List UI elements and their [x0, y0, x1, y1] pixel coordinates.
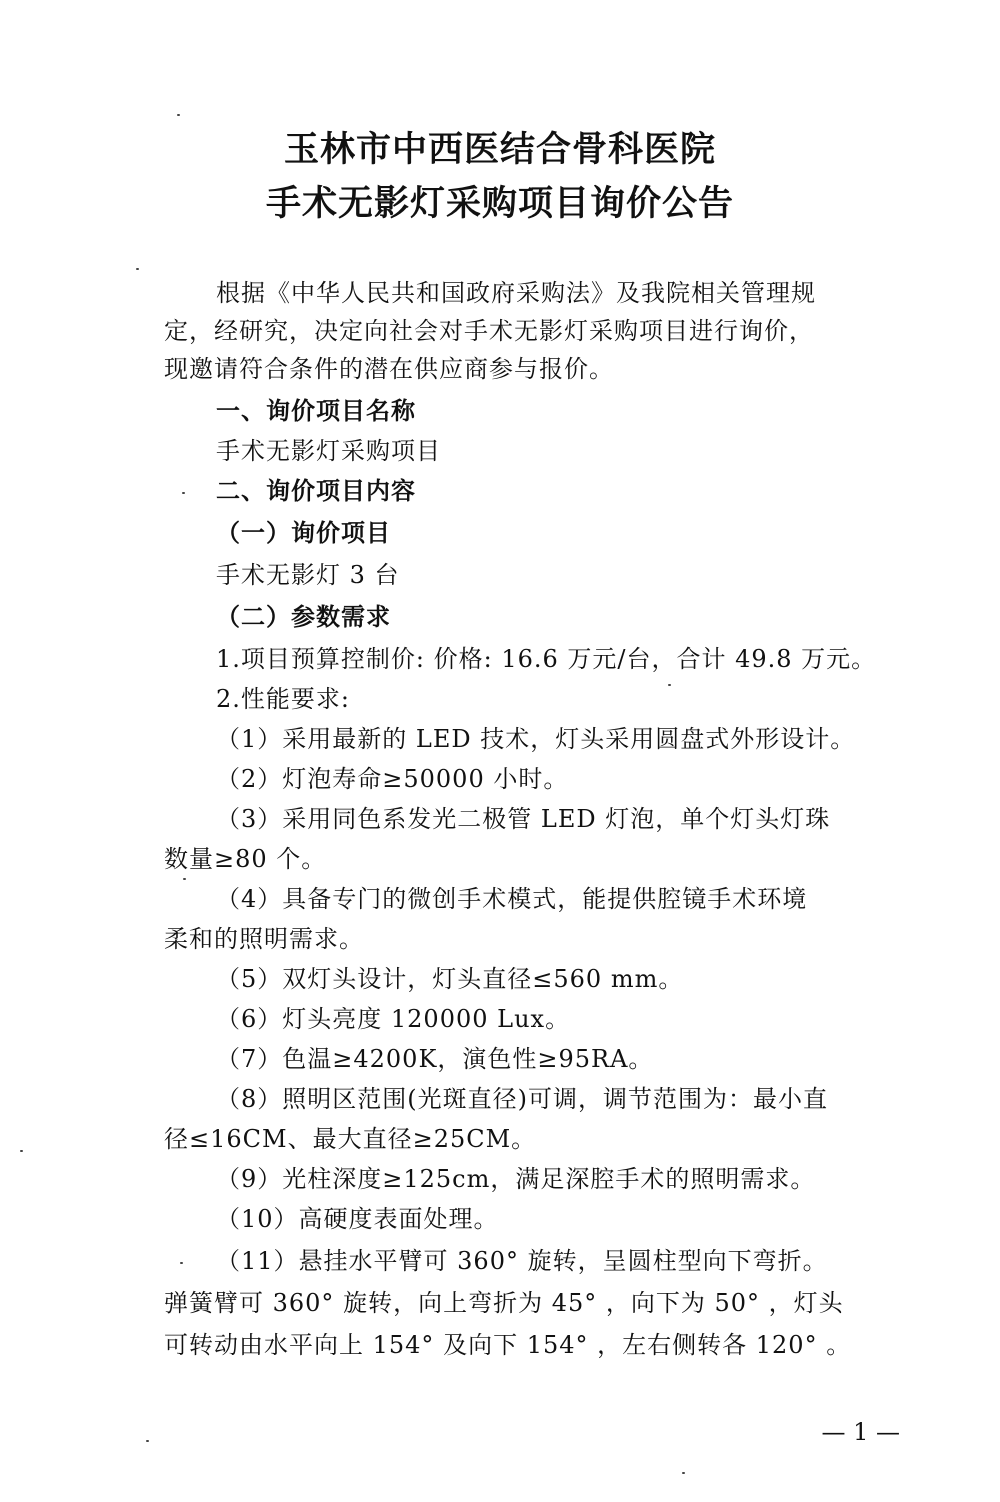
requirement-line: 数量≥80 个。 [164, 845, 327, 873]
scan-speck [20, 1150, 23, 1152]
section-2-heading: 二、询价项目内容 [216, 477, 416, 505]
scan-speck [177, 114, 180, 116]
section-1-content: 手术无影灯采购项目 [216, 437, 441, 465]
scan-speck [146, 1440, 149, 1442]
requirement-line: （6）灯头亮度 120000 Lux。 [216, 1005, 571, 1033]
requirement-line: （5）双灯头设计，灯头直径≤560 mm。 [216, 965, 684, 993]
requirement-line: （4）具备专门的微创手术模式，能提供腔镜手术环境 [216, 885, 808, 913]
intro-line-1: 根据《中华人民共和国政府采购法》及我院相关管理规 [216, 279, 816, 307]
requirement-line: 柔和的照明需求。 [164, 925, 364, 953]
scan-speck [180, 1262, 183, 1264]
scan-speck [682, 1472, 685, 1474]
title-line-2: 手术无影灯采购项目询价公告 [265, 184, 734, 224]
requirement-line: 可转动由水平向上 154° 及向下 154° ，左右侧转各 120° 。 [164, 1331, 852, 1359]
scan-speck [183, 878, 186, 880]
intro-line-2: 定，经研究，决定向社会对手术无影灯采购项目进行询价， [164, 317, 814, 345]
section-1-heading: 一、询价项目名称 [216, 397, 416, 425]
intro-line-3: 现邀请符合条件的潜在供应商参与报价。 [164, 355, 614, 383]
requirement-line: （8）照明区范围(光斑直径)可调，调节范围为：最小直 [216, 1085, 828, 1113]
budget-line: 1.项目预算控制价: 价格: 16.6 万元/台，合计 49.8 万元。 [216, 645, 877, 673]
requirement-line: 弹簧臂可 360° 旋转，向上弯折为 45° ，向下为 50° ，灯头 [164, 1289, 844, 1317]
requirement-line: （9）光柱深度≥125cm，满足深腔手术的照明需求。 [216, 1165, 816, 1193]
subsection-1-content: 手术无影灯 3 台 [216, 561, 400, 589]
page-number: — 1 — [821, 1418, 900, 1446]
scan-speck [668, 684, 671, 686]
requirement-line: 径≤16CM、最大直径≥25CM。 [164, 1125, 537, 1153]
subsection-1-heading: （一）询价项目 [216, 519, 391, 547]
requirement-line: （3）采用同色系发光二极管 LED 灯泡，单个灯头灯珠 [216, 805, 831, 833]
requirement-line: （1）采用最新的 LED 技术，灯头采用圆盘式外形设计。 [216, 725, 856, 753]
subsection-2-heading: （二）参数需求 [216, 603, 391, 631]
performance-heading: 2.性能要求: [216, 685, 350, 713]
scan-speck [136, 268, 139, 270]
requirement-line: （11）悬挂水平臂可 360° 旋转，呈圆柱型向下弯折。 [216, 1247, 828, 1275]
scan-speck [182, 492, 185, 494]
title-line-1: 玉林市中西医结合骨科医院 [283, 130, 716, 170]
requirement-line: （10）高硬度表面处理。 [216, 1205, 499, 1233]
requirement-line: （2）灯泡寿命≥50000 小时。 [216, 765, 569, 793]
requirement-line: （7）色温≥4200K，演色性≥95RA。 [216, 1045, 654, 1073]
